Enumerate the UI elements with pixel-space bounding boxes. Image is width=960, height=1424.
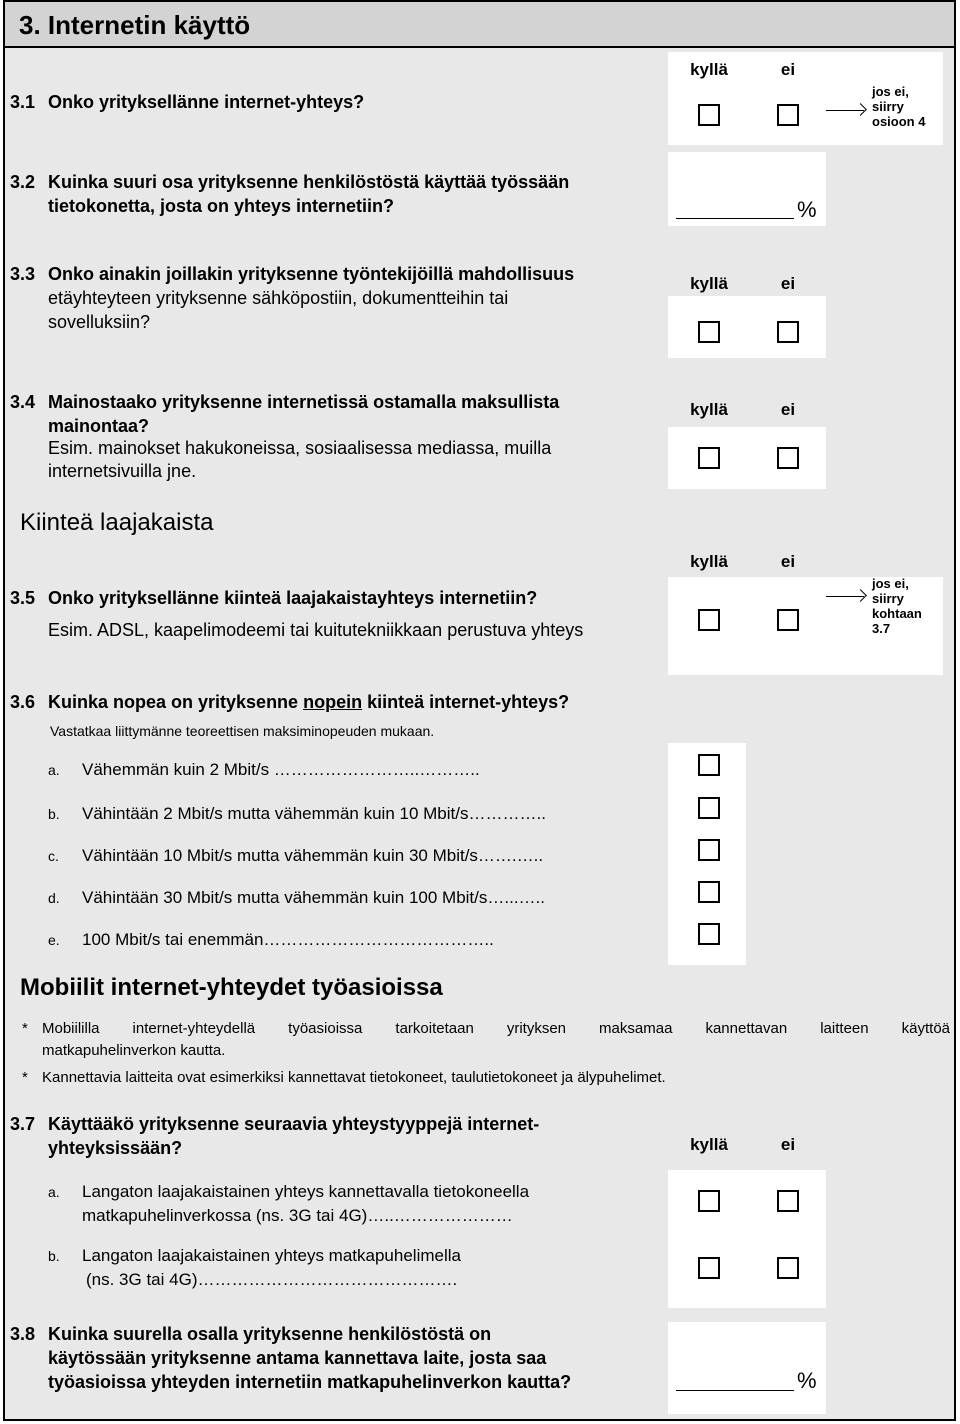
question-number: 3.5	[10, 588, 36, 608]
answer-panel-3-4	[668, 427, 826, 489]
question-3-6-instruction: Vastatkaa liittymänne teoreettisen maksiminopeuden mukaan.	[50, 723, 435, 739]
section-title: 3. Internetin käyttö	[19, 10, 251, 40]
note-text-cont: matkapuhelinverkon kautta.	[42, 1042, 226, 1059]
question-text-emphasis: nopein	[303, 692, 363, 712]
option-text: Vähintään 2 Mbit/s mutta vähemmän kuin 10 Mbit/s…………..	[82, 804, 546, 823]
mobile-heading: Mobiilit internet-yhteydet työasioissa	[20, 974, 443, 1001]
skip-line: siirry	[872, 591, 904, 606]
note-1	[22, 1018, 950, 1062]
question-text: Kuinka suurella osalla yrityksenne henkilöstöstä on	[48, 1324, 492, 1344]
question-number: 3.7	[10, 1114, 36, 1134]
checkbox-3-4-yes[interactable]	[698, 447, 720, 469]
question-text-cont: työasioissa yhteyden internetiin matkapuhelinverkon kautta?	[48, 1372, 572, 1392]
question-text: Kuinka suuri osa yrityksenne henkilöstöstä käyttää työssään	[48, 172, 570, 192]
no-header: ei	[780, 400, 796, 419]
checkbox-3-7-a-yes[interactable]	[698, 1190, 720, 1212]
no-header: ei	[780, 274, 796, 293]
question-3-4	[10, 390, 559, 438]
option-text: Langaton laajakaistainen yhteys kannettavalla tietokoneella	[82, 1182, 530, 1201]
option-letter: c.	[48, 848, 59, 864]
skip-note-3-1	[872, 84, 925, 129]
option-letter: a.	[48, 1184, 60, 1200]
question-text: Kuinka nopea on yrityksenne	[48, 692, 304, 712]
question-number: 3.3	[10, 264, 36, 284]
question-text-cont: yhteyksissään?	[48, 1138, 183, 1158]
percent-unit: %	[797, 1368, 817, 1393]
no-header: ei	[780, 1135, 796, 1154]
checkbox-3-5-yes[interactable]	[698, 609, 720, 631]
option-3-6-e	[48, 930, 494, 950]
skip-line: kohtaan	[872, 606, 922, 621]
checkbox-3-4-no[interactable]	[777, 447, 799, 469]
checkbox-3-6-a[interactable]	[698, 754, 720, 776]
question-text: Mainostaako yrityksenne internetissä ostamalla maksullista	[48, 392, 560, 412]
option-text: Langaton laajakaistainen yhteys matkapuhelimella	[82, 1246, 461, 1265]
question-3-2	[10, 170, 569, 218]
question-3-3	[10, 262, 574, 334]
checkbox-3-5-no[interactable]	[777, 609, 799, 631]
checkbox-3-7-a-no[interactable]	[777, 1190, 799, 1212]
checkbox-3-3-no[interactable]	[777, 321, 799, 343]
question-text: Käyttääkö yrityksenne seuraavia yhteystyyppejä internet-	[48, 1114, 540, 1134]
skip-line: jos ei,	[872, 576, 909, 591]
question-text-cont: sovelluksiin?	[48, 312, 151, 332]
checkbox-3-6-e[interactable]	[698, 923, 720, 945]
skip-arrow-icon	[826, 596, 864, 597]
question-3-7	[10, 1112, 539, 1160]
yes-header: kyllä	[690, 274, 728, 293]
question-3-5-example: Esim. ADSL, kaapelimodeemi tai kuitutekniikkaan perustuva yhteys	[48, 620, 584, 640]
option-letter: b.	[48, 806, 60, 822]
question-3-6	[10, 690, 569, 714]
note-text: Kannettavia laitteita ovat esimerkiksi kannettavat tietokoneet, taulutietokoneet ja älypuhelimet.	[42, 1069, 666, 1086]
question-text-cont: käytössään yrityksenne antama kannettava laite, josta saa	[48, 1348, 547, 1368]
skip-line: jos ei,	[872, 84, 909, 99]
percent-unit: %	[797, 197, 817, 222]
skip-line: 3.7	[872, 621, 891, 636]
example-line: internetsivuilla jne.	[48, 461, 197, 481]
note-text: Mobiililla internet-yhteydellä työasioissa tarkoitetaan yrityksen maksamaa kannettavan laitteen käyttöä	[42, 1020, 950, 1037]
question-text-cont: etäyhteyteen yrityksenne sähköpostiin, dokumentteihin tai	[48, 288, 509, 308]
option-3-6-c	[48, 846, 543, 866]
option-letter: b.	[48, 1248, 60, 1264]
note-star: *	[22, 1069, 28, 1086]
question-number: 3.6	[10, 692, 36, 712]
option-text: 100 Mbit/s tai enemmän…………………………………..	[82, 930, 494, 949]
option-3-6-b	[48, 804, 546, 824]
option-text: Vähintään 30 Mbit/s mutta vähemmän kuin 100 Mbit/s…...…..	[82, 888, 545, 907]
checkbox-3-7-b-no[interactable]	[777, 1257, 799, 1279]
question-3-5	[10, 586, 537, 610]
question-number: 3.2	[10, 172, 36, 192]
checkbox-3-1-yes[interactable]	[698, 104, 720, 126]
checkbox-3-3-yes[interactable]	[698, 321, 720, 343]
yes-header: kyllä	[690, 60, 728, 79]
option-letter: e.	[48, 932, 60, 948]
fixed-broadband-heading: Kiinteä laajakaista	[20, 509, 214, 536]
yes-header: kyllä	[690, 552, 728, 571]
question-text: Onko yrityksellänne internet-yhteys?	[48, 92, 365, 112]
example-line: Esim. mainokset hakukoneissa, sosiaalisessa mediassa, muilla	[48, 438, 552, 458]
option-text-cont: matkapuhelinverkossa (ns. 3G tai 4G)…..…………………	[82, 1206, 513, 1225]
question-3-1	[10, 90, 364, 114]
option-3-7-b	[48, 1244, 461, 1292]
answer-panel-3-7	[668, 1170, 826, 1308]
no-header: ei	[780, 552, 796, 571]
option-3-7-a	[48, 1180, 529, 1228]
option-3-6-d	[48, 888, 545, 908]
checkbox-3-7-b-yes[interactable]	[698, 1257, 720, 1279]
question-3-8	[10, 1322, 571, 1394]
yes-header: kyllä	[690, 1135, 728, 1154]
skip-line: osioon 4	[872, 114, 926, 129]
question-text: Onko yrityksellänne kiinteä laajakaistayhteys internetiin?	[48, 588, 538, 608]
checkbox-3-6-d[interactable]	[698, 881, 720, 903]
question-text-cont: tietokonetta, josta on yhteys internetiin?	[48, 196, 395, 216]
question-number: 3.4	[10, 392, 36, 412]
option-letter: d.	[48, 890, 60, 906]
skip-arrow-icon	[826, 110, 864, 111]
note-star: *	[22, 1020, 28, 1037]
skip-note-3-5	[872, 576, 922, 636]
percent-input-3-8[interactable]	[676, 1370, 794, 1391]
section-title-bar	[3, 0, 956, 48]
checkbox-3-6-b[interactable]	[698, 797, 720, 819]
checkbox-3-6-c[interactable]	[698, 839, 720, 861]
yes-header: kyllä	[690, 400, 728, 419]
option-3-6-a	[48, 760, 480, 780]
option-text: Vähemmän kuin 2 Mbit/s ……………………..………..	[82, 760, 480, 779]
option-letter: a.	[48, 762, 60, 778]
option-text: Vähintään 10 Mbit/s mutta vähemmän kuin 30 Mbit/s…….…..	[82, 846, 544, 865]
checkbox-3-1-no[interactable]	[777, 104, 799, 126]
question-number: 3.8	[10, 1324, 36, 1344]
answer-panel-3-3	[668, 296, 826, 358]
question-number: 3.1	[10, 92, 36, 112]
skip-line: siirry	[872, 99, 904, 114]
note-2	[22, 1067, 666, 1089]
percent-input-3-2[interactable]	[676, 198, 794, 219]
option-text-cont: (ns. 3G tai 4G)……………………………………….	[86, 1270, 458, 1289]
question-text: kiinteä internet-yhteys?	[362, 692, 570, 712]
question-text: Onko ainakin joillakin yrityksenne työntekijöillä mahdollisuus	[48, 264, 575, 284]
question-3-4-example	[48, 437, 551, 483]
no-header: ei	[780, 60, 796, 79]
question-text-cont: mainontaa?	[48, 416, 150, 436]
